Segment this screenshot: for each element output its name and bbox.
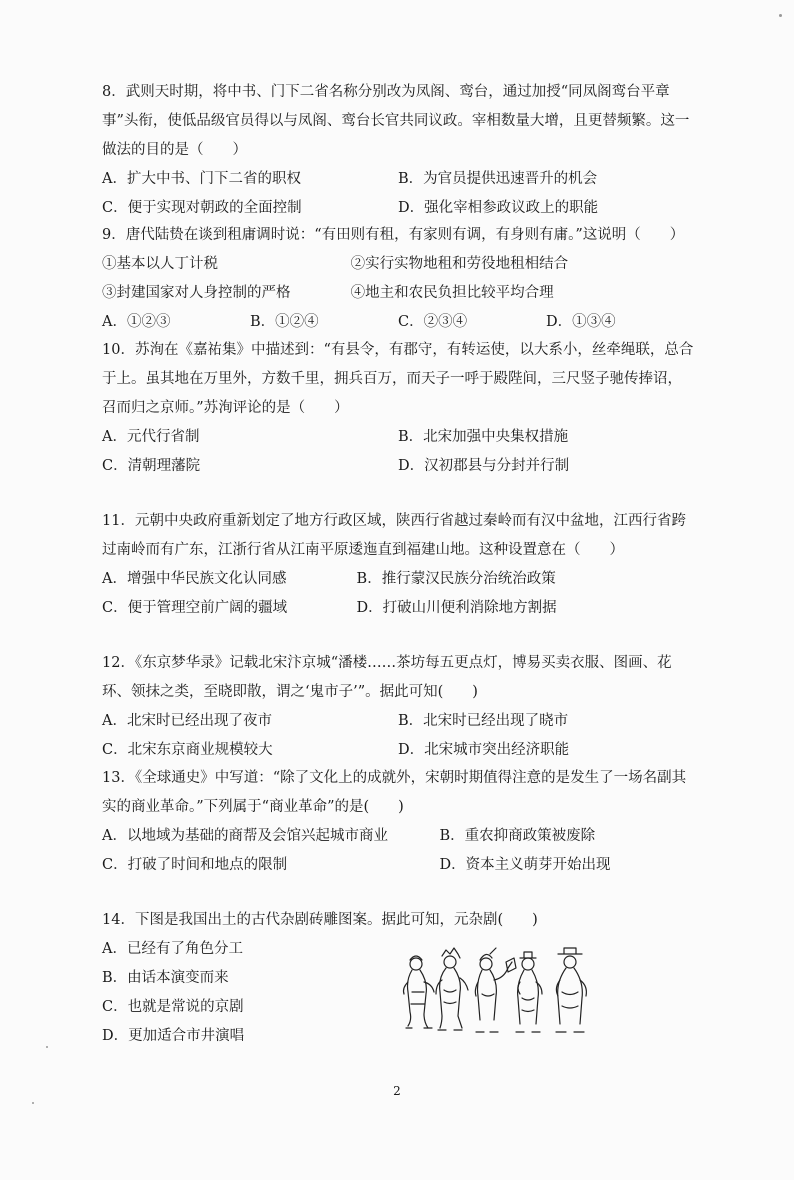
question-13-option-b[interactable]: B．重农抑商政策被废除	[439, 828, 596, 844]
question-8-option-a[interactable]: A．扩大中书、门下二省的职权	[102, 171, 301, 187]
question-8	[102, 78, 694, 223]
question-12-option-b[interactable]: B．北宋时已经出现了晓市	[398, 713, 569, 729]
question-9-statement-3: ③封建国家对人身控制的严格	[102, 285, 291, 301]
question-14-option-d[interactable]: D．更加适合市井演唱	[102, 1028, 245, 1044]
question-11-stem: 11．元朝中央政府重新划定了地方行政区域，陕西行省越过秦岭而有汉中盆地，江西行省跨过南岭而有广东，江浙行省从江南平原逶迤直到福建山地。这种设置意在（ ）	[102, 513, 686, 558]
question-11-option-c[interactable]: C．便于管理空前广阔的疆域	[102, 600, 288, 616]
question-14-option-a[interactable]: A．已经有了角色分工	[102, 941, 243, 957]
question-14-option-c[interactable]: C．也就是常说的京剧	[102, 999, 244, 1015]
performer-1	[404, 956, 435, 1028]
zaju-brick-carving-figure	[398, 942, 598, 1042]
page-number: 2	[393, 1084, 401, 1098]
question-10-option-a[interactable]: A．元代行省制	[102, 429, 200, 445]
question-13-option-c[interactable]: C．打破了时间和地点的限制	[102, 857, 288, 873]
question-8-option-d[interactable]: D．强化宰相参政议政上的职能	[398, 200, 599, 216]
question-8-option-c[interactable]: C．便于实现对朝政的全面控制	[102, 200, 302, 216]
question-9	[102, 221, 694, 337]
question-9-option-d[interactable]: D．①③④	[546, 314, 616, 330]
question-8-options	[102, 165, 694, 223]
question-12-option-d[interactable]: D．北宋城市突出经济职能	[398, 742, 570, 758]
question-12-options	[102, 707, 694, 765]
question-13-option-a[interactable]: A．以地域为基础的商帮及会馆兴起城市商业	[102, 828, 388, 844]
question-9-statement-2: ②实行实物地租和劳役地租相结合	[350, 256, 569, 272]
question-9-option-b[interactable]: B．①②④	[250, 314, 319, 330]
question-12-option-c[interactable]: C．北宋东京商业规模较大	[102, 742, 273, 758]
question-10-stem: 10．苏洵在《嘉祐集》中描述到：“有县令，有郡守，有转运使，以大系小，丝牵绳联，总合于上。虽其地在万里外，方数千里，拥兵百万，而天子一呼于殿陛间，三尺竖子驰传捧诏，召而归之京师。”苏洵评论的是（ ）	[102, 342, 694, 416]
performer-2	[436, 948, 468, 1030]
performer-3	[475, 948, 516, 1032]
question-13-option-d[interactable]: D．资本主义萌芽开始出现	[439, 857, 611, 873]
question-13-stem: 13．《全球通史》中写道：“除了文化上的成就外，宋朝时期值得注意的是发生了一场名副其实的商业革命。”下列属于“商业革命”的是( )	[102, 770, 687, 815]
question-12-stem: 12．《东京梦华录》记载北宋汴京城“潘楼……茶坊每五更点灯，博易买卖衣服、图画、花环、领抹之类，至晓即散，谓之‘鬼市子’”。据此可知( )	[102, 655, 672, 700]
question-12-option-a[interactable]: A．北宋时已经出现了夜市	[102, 713, 272, 729]
question-8-stem: 8．武则天时期，将中书、门下二省名称分别改为凤阁、鸾台，通过加授“同凤阁鸾台平章事”头衔，使低品级官员得以与凤阁、鸾台长官共同议政。宰相数量大增，且更替频繁。这一做法的目的是（ ）	[102, 84, 690, 158]
question-11-option-d[interactable]: D．打破山川便利消除地方割据	[356, 600, 557, 616]
scan-speck	[32, 1102, 34, 1104]
question-14-stem: 14．下图是我国出土的古代杂剧砖雕图案。据此可知，元杂剧( )	[102, 912, 538, 928]
question-12	[102, 649, 694, 765]
question-9-option-a[interactable]: A．①②③	[102, 314, 171, 330]
question-9-stem: 9．唐代陆贽在谈到租庸调时说：“有田则有租，有家则有调，有身则有庸。”这说明（ ）	[102, 227, 685, 243]
question-13	[102, 764, 694, 880]
question-11-options	[102, 565, 694, 623]
performer-4	[516, 952, 542, 1032]
performer-5	[556, 948, 586, 1032]
question-11	[102, 507, 694, 623]
question-10-option-b[interactable]: B．北宋加强中央集权措施	[398, 429, 569, 445]
question-13-options	[102, 822, 694, 880]
question-10	[102, 336, 694, 481]
question-14-option-b[interactable]: B．由话本演变而来	[102, 970, 229, 986]
question-11-option-b[interactable]: B．推行蒙汉民族分治统治政策	[356, 571, 556, 587]
question-9-statement-1: ①基本以人丁计税	[102, 256, 218, 272]
question-10-option-d[interactable]: D．汉初郡县与分封并行制	[398, 458, 570, 474]
question-9-option-c[interactable]: C．②③④	[398, 314, 468, 330]
scan-speck	[779, 14, 782, 17]
question-8-option-b[interactable]: B．为官员提供迅速晋升的机会	[398, 171, 598, 187]
question-9-statements	[102, 250, 694, 308]
question-10-option-c[interactable]: C．清朝理藩院	[102, 458, 201, 474]
question-11-option-a[interactable]: A．增强中华民族文化认同感	[102, 571, 287, 587]
question-9-statement-4: ④地主和农民负担比较平均合理	[350, 285, 554, 301]
question-10-options	[102, 423, 694, 481]
question-14-options	[102, 935, 332, 1051]
question-9-options	[102, 308, 694, 337]
scan-speck	[46, 1046, 48, 1048]
